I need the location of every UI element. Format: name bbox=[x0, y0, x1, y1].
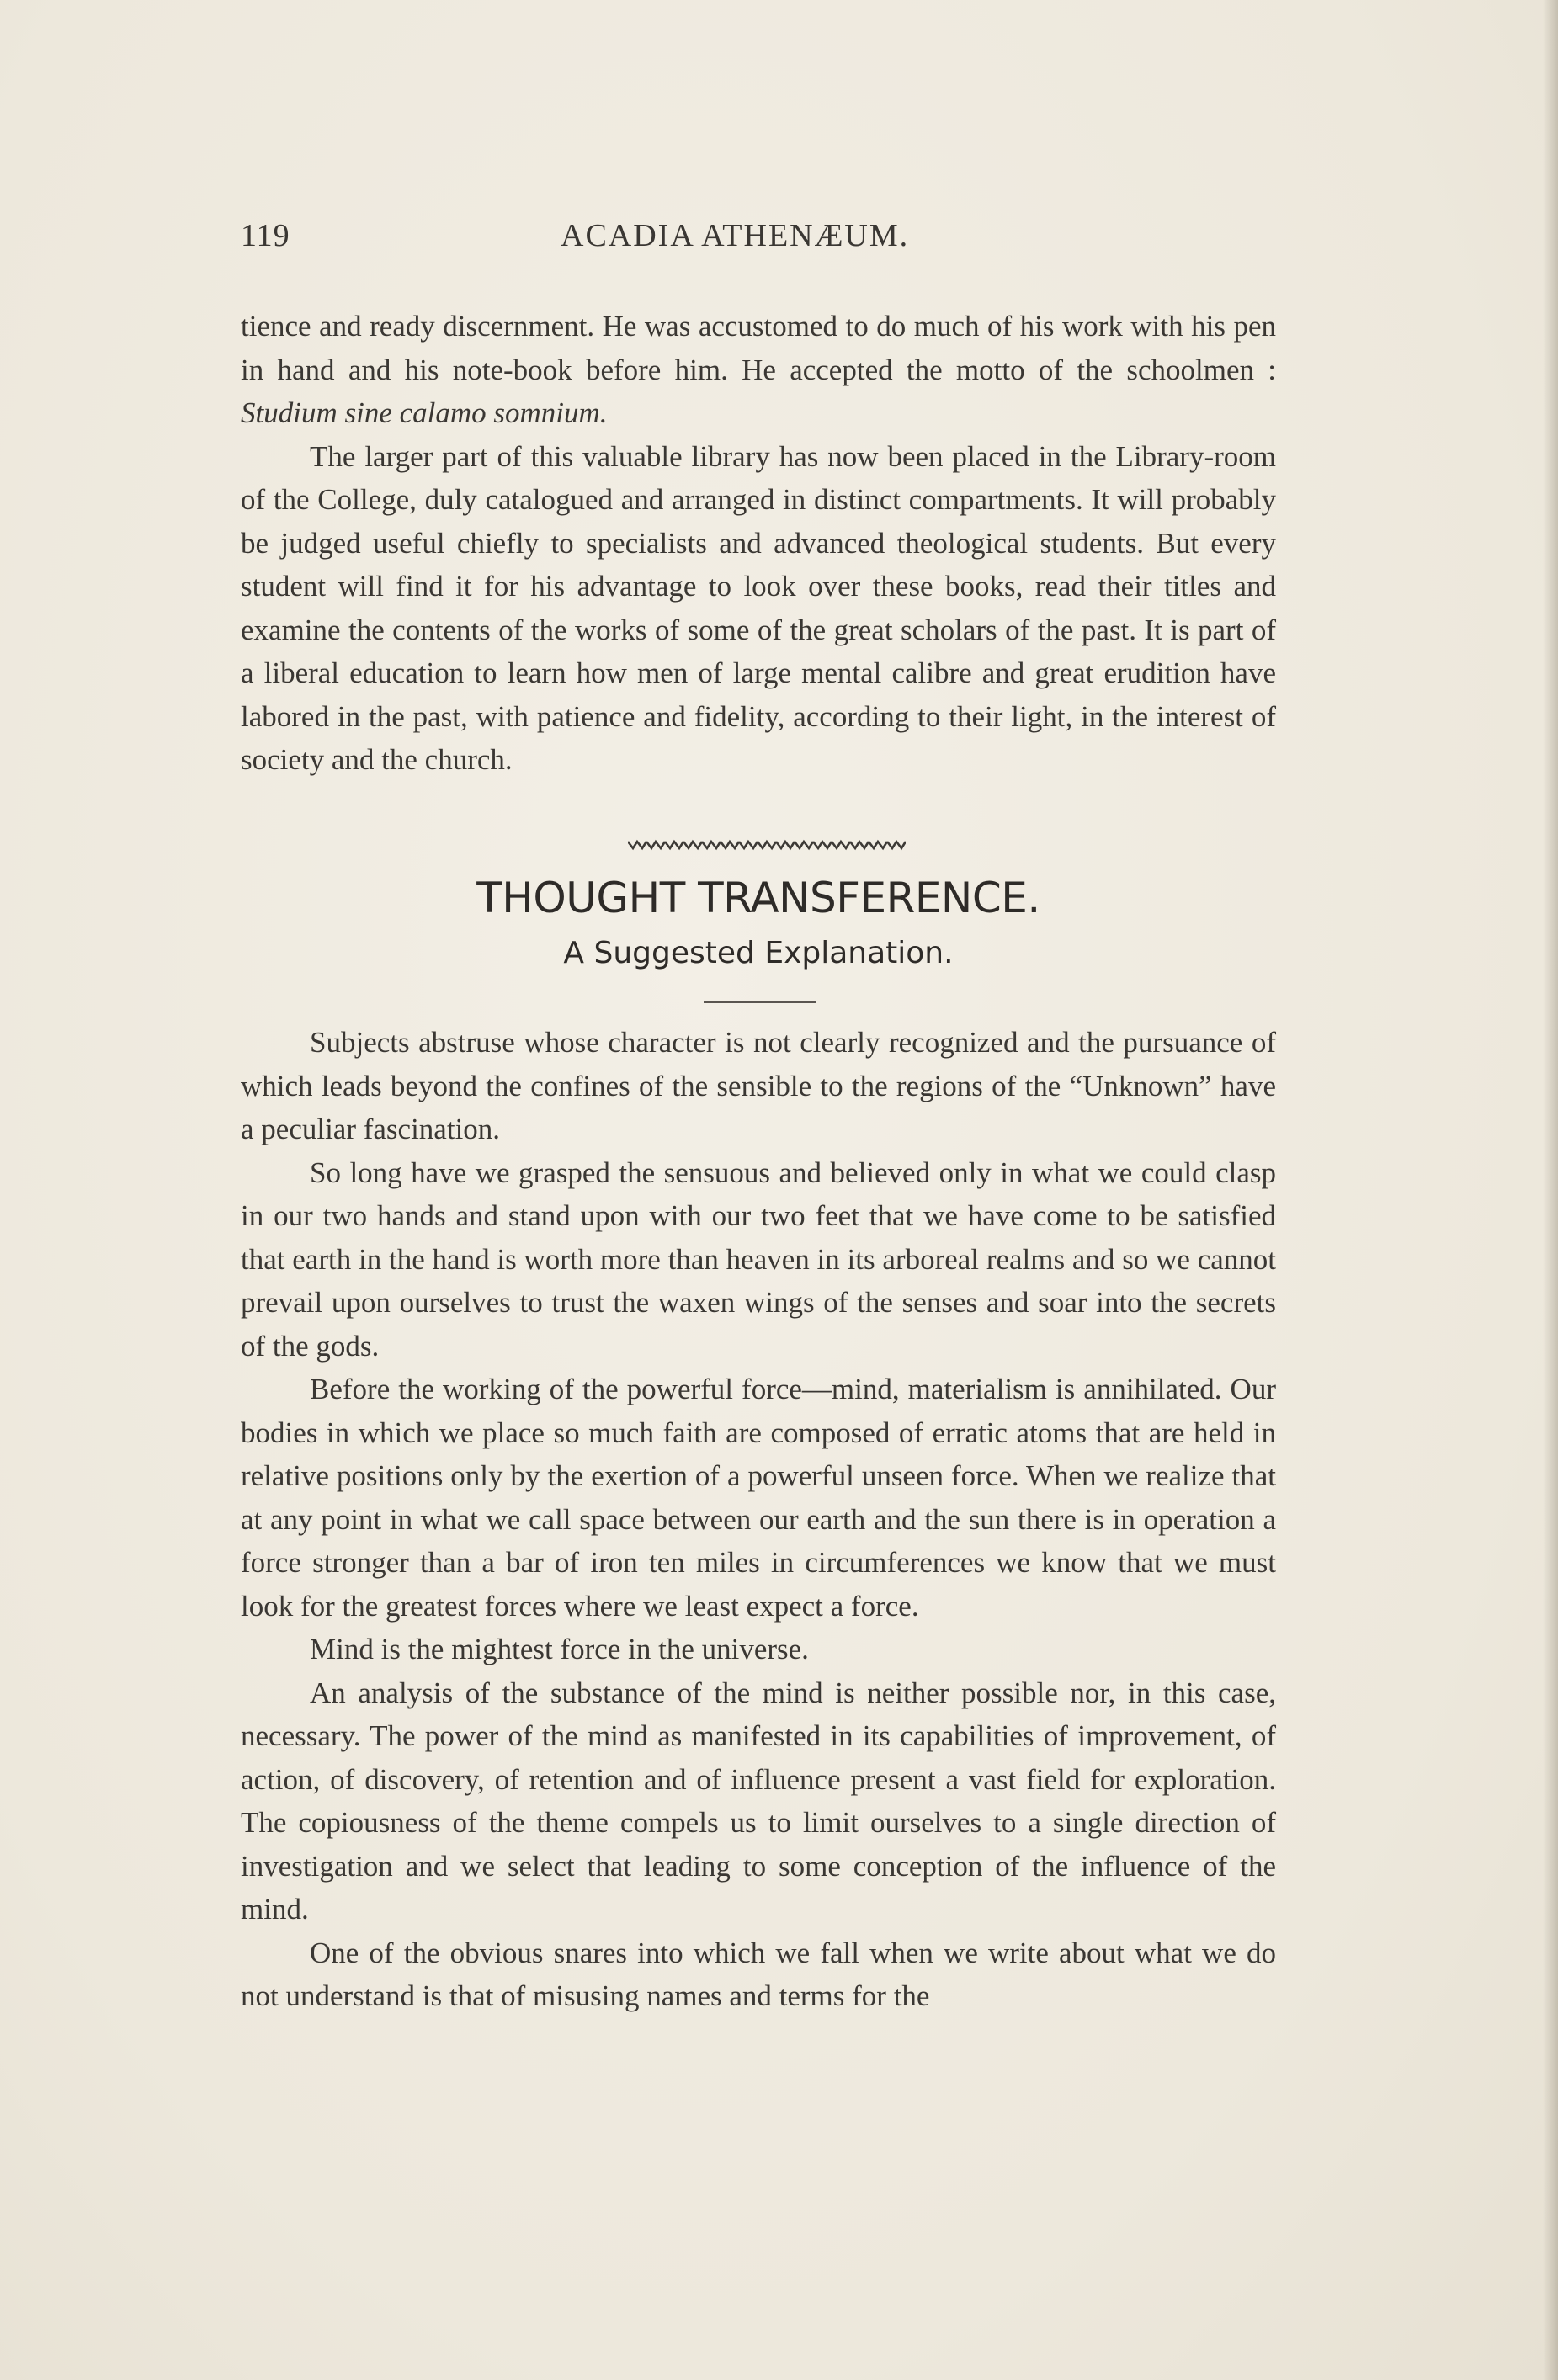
article-title: THOUGHT TRANSFERENCE. bbox=[476, 874, 1040, 922]
paragraph: An analysis of the substance of the mind is neither possible nor, in this case, necessary. The power of the mind as manifested in its capabilities of improvement, of action, of discovery, of retention and of influence present a vast field for exploration. The copiousness of the theme compels us to limit ourselves to a single direction of investigation and we select that leading to some conception of the influence of the mind. bbox=[241, 1676, 1276, 1926]
paragraph: The larger part of this valuable library has now been placed in the Library-room of the College, duly catalogued and arranged in distinct compartments. It will probably be judged useful chiefly to specialists and advanced theological students. But every student will find it for his advantage to look over these books, read their titles and examine the contents of the works of some of the great scholars of the past. It is part of a liberal education to learn how men of large mental calibre and great erudition have labored in the past, with patience and fidelity, according to their light, in the interest of society and the church. bbox=[241, 439, 1276, 776]
title-rule bbox=[704, 1001, 816, 1003]
paragraph: Subjects abstruse whose character is not clearly recognized and the pursuance of which leads beyond the confines of the sensible to the regions of the “Unknown” have a peculiar fascination. bbox=[241, 1026, 1276, 1145]
paragraph-text: tience and ready discernment. He was accustomed to do much of his work with his pen in hand and his note-book before him. He accepted the motto of the schoolmen : bbox=[241, 310, 1276, 386]
paragraph bbox=[241, 305, 1276, 435]
page-edge-shadow bbox=[1543, 0, 1558, 2380]
running-head bbox=[241, 217, 1284, 259]
page-number: 119 bbox=[241, 218, 290, 253]
continued-article-text bbox=[241, 305, 1276, 782]
article-subtitle: A Suggested Explanation. bbox=[563, 936, 954, 970]
article-body bbox=[241, 1021, 1276, 2018]
latin-motto: Studium sine calamo somnium. bbox=[241, 396, 608, 429]
section-divider-ornament bbox=[628, 839, 906, 851]
paragraph: Before the working of the powerful force—mind, materialism is annihilated. Our bodies in which we place so much faith are composed of erratic atoms that are held in relative positions only by the exertion of a powerful unseen force. When we realize that at any point in what we call space between our earth and the sun there is in operation a force stronger than a bar of iron ten miles in circumferences we know that we must look for the greatest forces where we least expect a force. bbox=[241, 1373, 1276, 1623]
paragraph: So long have we grasped the sensuous and believed only in what we could clasp in our two hands and stand upon with our two feet that we have come to be satisfied that earth in the hand is worth more than heaven in its arboreal realms and so we cannot prevail upon ourselves to trust the waxen wings of the senses and soar into the secrets of the gods. bbox=[241, 1155, 1276, 1363]
journal-title: ACADIA ATHENÆUM. bbox=[561, 218, 910, 253]
paragraph: One of the obvious snares into which we fall when we write about what we do not understand is that of misusing names and terms for the bbox=[241, 1936, 1276, 2012]
paragraph: Mind is the mightest force in the universe. bbox=[310, 1633, 809, 1665]
